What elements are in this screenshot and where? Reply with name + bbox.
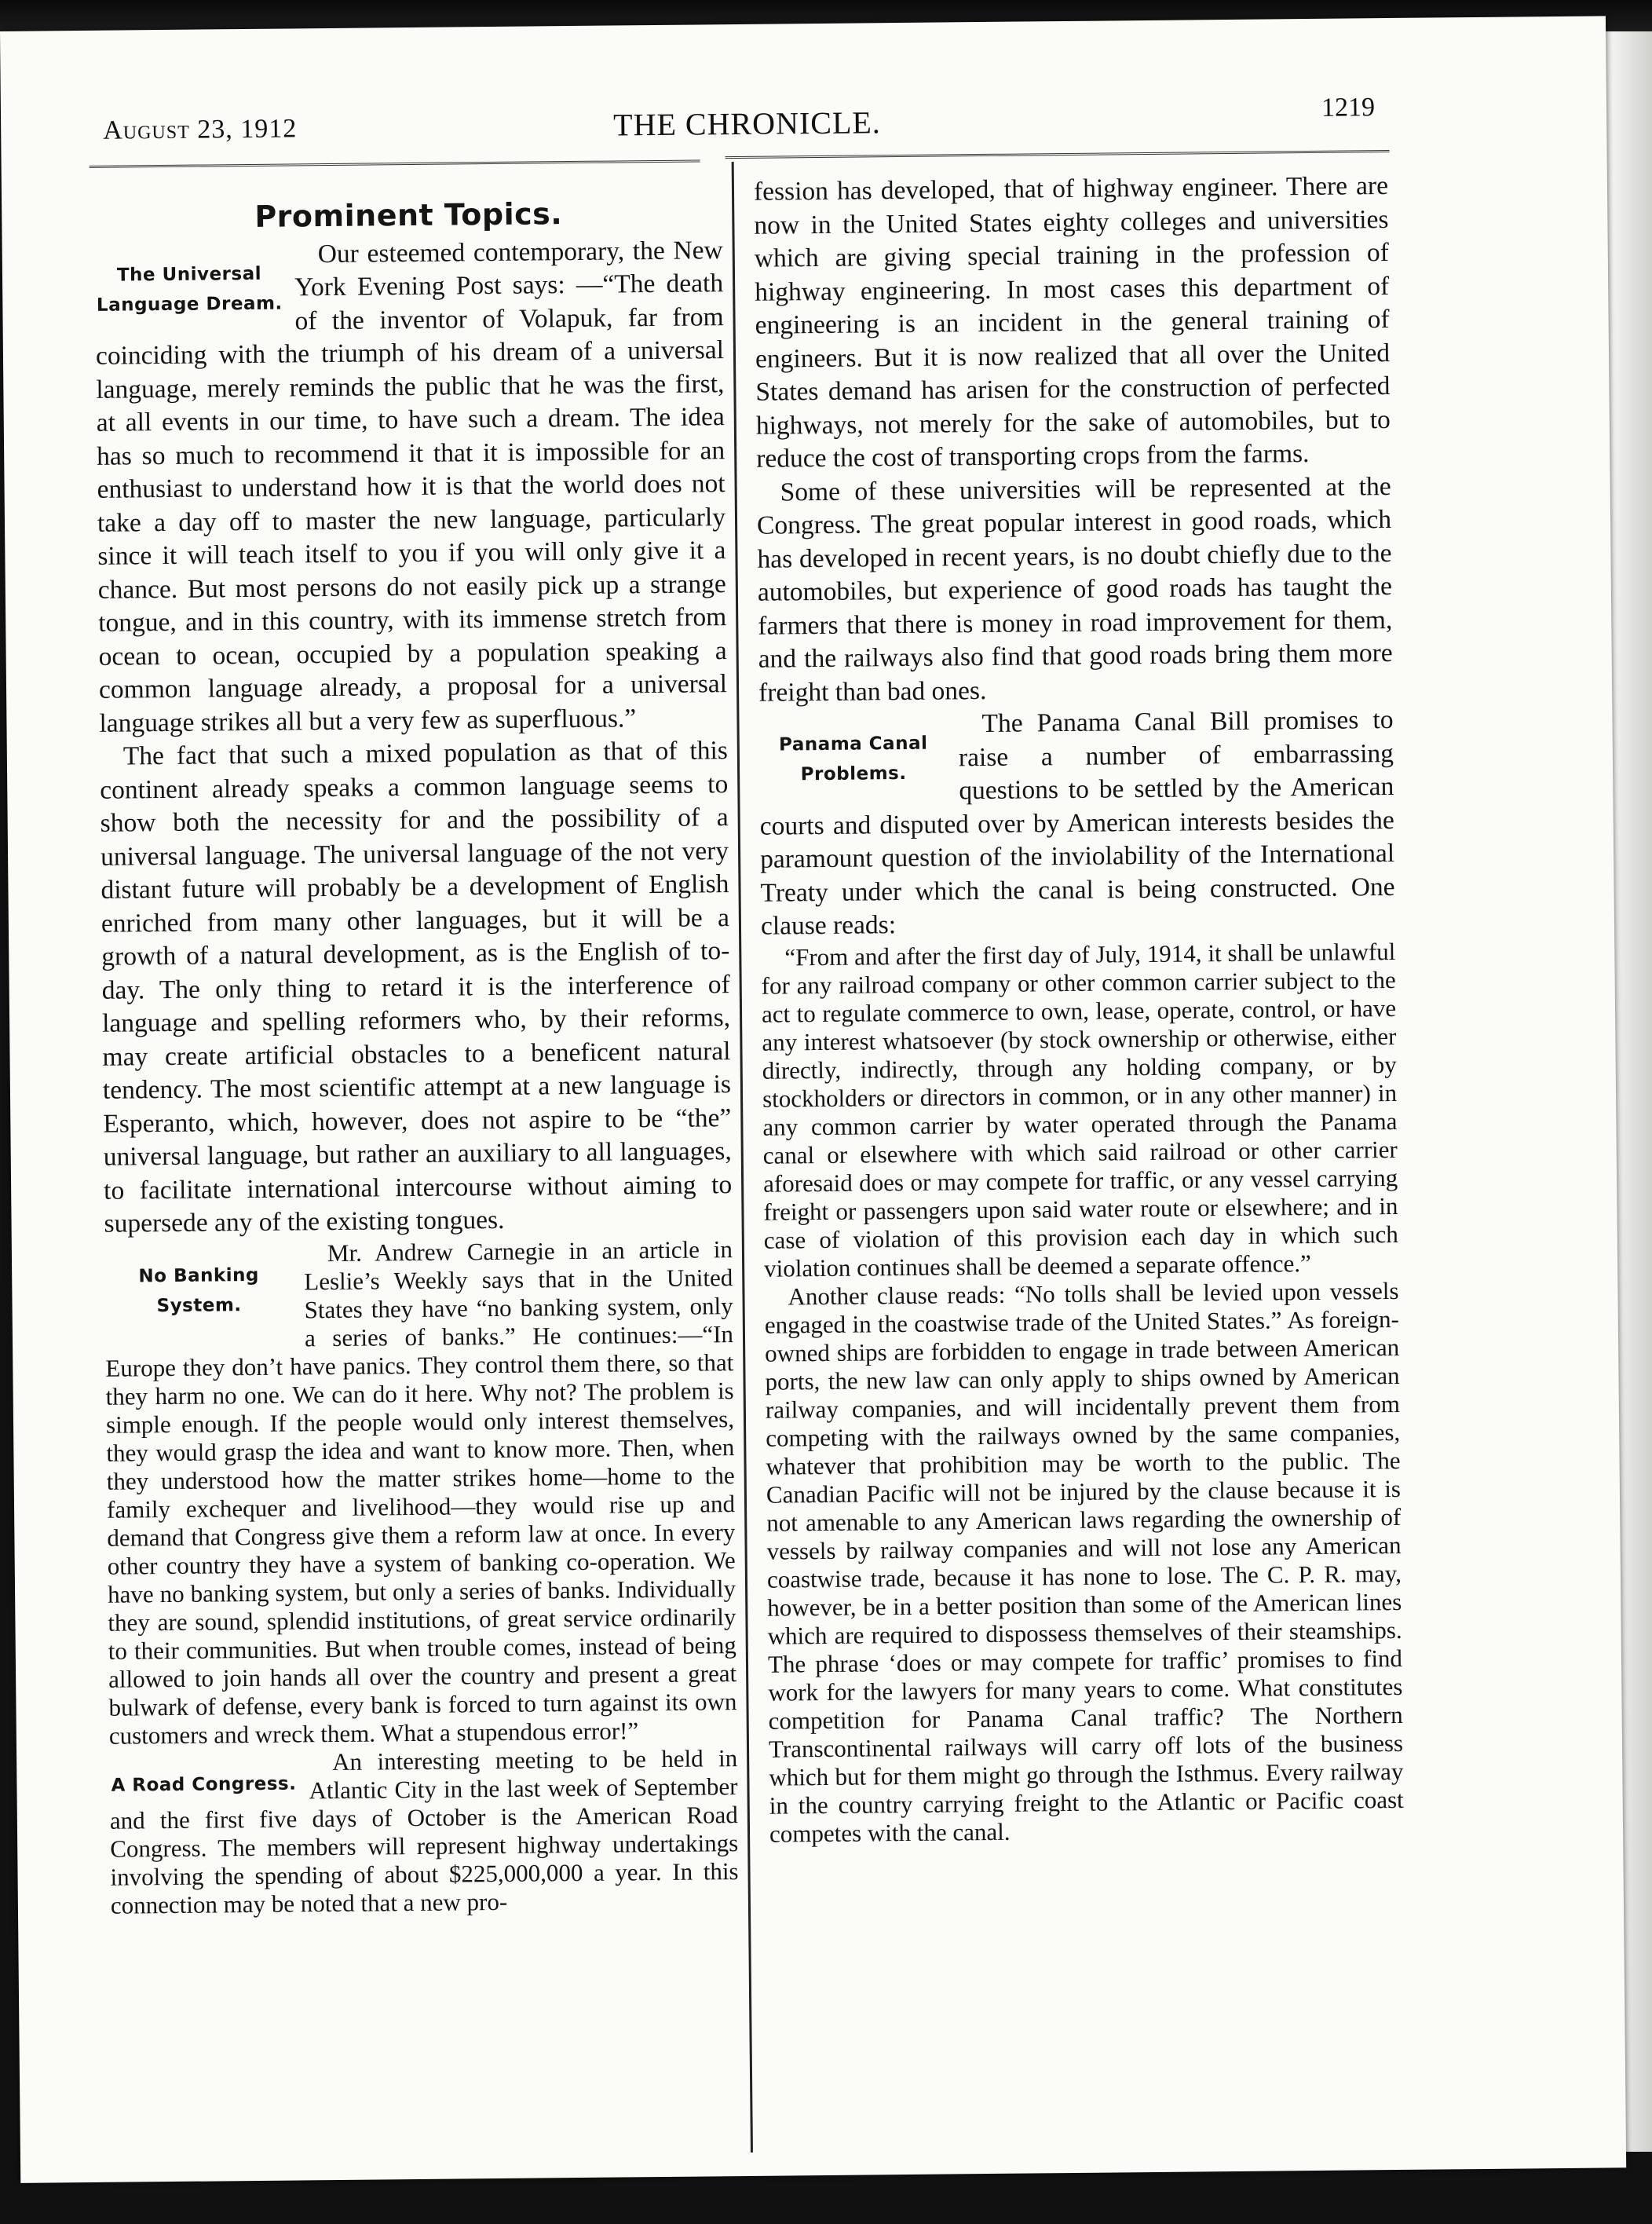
sidehead-line: Language Dream. [96, 293, 283, 316]
panama-continuation [761, 937, 1404, 1848]
sidehead-line: Panama Canal [778, 733, 928, 755]
article-paragraph: Our esteemed contemporary, the New York Evening Post says: —“The death of the inventor of Volapuk, far from coinciding with the triumph of his dream of a universal language, merely reminds the public that he was the first, at all events in our time, to have such a dream. The idea has so much to recommend it that it is impossible for an enthusiast to understand how it is that the world does not take a day off to master the new language, particularly since it will teach itself to you if you will only give it a chance. But most persons do not easily pick up a strange tongue, and in this country, with its immense stretch from ocean to ocean, occupied by a population speaking a common language already, a proposal for a universal language strikes all but a very few as superfluous.” [95, 235, 728, 738]
sidehead-panama [759, 728, 948, 789]
header-rule-right [725, 150, 1390, 159]
sidehead-no-banking [104, 1260, 294, 1321]
sidehead-line: A Road Congress. [111, 1772, 297, 1796]
quoted-clause: “From and after the first day of July, 1914, it shall be unlawful for any railroad company or other common carrier subject to the act to regulate commerce to own, lease, operate, control, or have any interest whatsoever (by stock ownership or otherwise, either directly, indirectly, through any holding company, or by stockholders or directors in common, or in any other manner) in any common carrier by water operated through the Panama canal or elsewhere with which said railroad or other carrier aforesaid does or may compete for traffic, or any vessel carrying freight or passengers upon said water route or elsewhere; and in case of violation of this provision each day in which such violation continues shall be deemed a separate offence.” [761, 937, 1398, 1282]
header-rule-left [90, 159, 700, 167]
article-paragraph: Some of these universities will be represented at the Congress. The great popular interest in good roads, which has developed in recent years, is no doubt chiefly due to the automobiles, but experience of good roads has taught the farmers that there is money in road improvement for them, and the railways also find that good roads bring them more freight than bad ones. [756, 471, 1393, 708]
sidehead-line: The Universal [116, 263, 262, 286]
journal-page [0, 16, 1626, 2183]
section-title: Prominent Topics. [254, 196, 563, 234]
page-number: 1219 [1321, 93, 1376, 123]
right-column [754, 170, 1404, 1848]
sidehead-line: System. [156, 1294, 242, 1316]
article-paragraph: fession has developed, that of highway engineer. There are now in the United States eighty colleges and universities which are giving special training in the profession of highway engineering. In most cases this department of engineering is an incident in the general training of engineers. But it is now realized that all over the United States demand has arisen for the construction of perfected highways, not merely for the sake of automobiles, but to reduce the cost of transporting crops from the farms. [753, 171, 1391, 474]
running-head [103, 93, 1376, 152]
article-paragraph: The fact that such a mixed population as that of this continent already speaks a common language seems to show both the necessity for and the possibility of a universal language. The universal language of the not very distant future will probably be a development of English enriched from many other languages, but it will be a growth of a natural development, as is the English of to-day. The only thing to retard it is the interference of language and spelling reformers who, by their reforms, may create artificial obstacles to a beneficent natural tendency. The most scientific attempt at a new language is Esperanto, which, however, does not aspire to be “the” universal language, but rather an auxiliary to all languages, to facilitate international intercourse without aiming to supersede any of the existing tongues. [100, 736, 733, 1238]
no-banking-block [104, 1235, 739, 1920]
article-paragraph: An interesting meeting to be held in Atlantic City in the last week of September and the first five days of October is the American Road Congress. The members will represent highway undertakings involving the spending of about $225,000,000 a year. In this connection may be noted that a new pro- [109, 1743, 739, 1919]
sidehead-road-congress [109, 1769, 298, 1800]
article-paragraph: Another clause reads: “No tolls shall be levied upon vessels engaged in the coastwise trade of the United States.” As foreign-owned ships are forbidden to engage in trade between American ports, the new law can only apply to ships owned by American railway companies, and will incidentally prevent them from competing with the railways owned by the same companies, whatever that prohibition may be worth to the public. The Canadian Pacific will not be injured by the clause because it is not amenable to any American laws regarding the ownership of vessels by railway companies and will not lose any American coastwise trade, because it has none to lose. The C. P. R. may, however, be in a better position than some of the American lines which are required to dispossess themselves of their steamships. The phrase ‘does or may compete for traffic’ promises to find work for the lawyers for many years to come. What constitutes competition for Panama Canal traffic? The Northern Transcontinental railways will carry off lots of the business which but for them might go through the Isthmus. Every railway in the country carrying freight to the Atlantic or Pacific coast competes with the canal. [764, 1276, 1404, 1848]
issue-date: August 23, 1912 [103, 114, 298, 145]
article-paragraph: Mr. Andrew Carnegie in an article in Leslie’s Weekly says that in the United States they have “no banking system, only a series of banks.” He continues:—“In Europe they don’t have panics. They control them there, so that they harm no one. We can do it here. Why not? The problem is simple enough. If the people would only interest themselves, they would grasp the idea and want to know more. Then, when they understood how the matter strikes home—home to the family exchequer and livelihood—they would rise up and demand that Congress give them a reform law at once. In every other country they have a system of banking co-operation. We have no banking system, but only a series of banks. Individually they are sound, splendid institutions, of great service ordinarily to their communities. But when trouble comes, instead of being allowed to join hands all over the country and present a great bulwark of defense, every bank is forced to turn against its own customers and wreck them. What a stupendous error!” [105, 1235, 737, 1750]
sidehead-universal-language [95, 258, 284, 320]
left-column [94, 181, 739, 1919]
sidehead-line: Problems. [800, 763, 907, 785]
sidehead-line: No Banking [138, 1264, 260, 1286]
journal-title: THE CHRONICLE. [612, 104, 882, 143]
article-paragraph: The Panama Canal Bill promises to raise a number of embarrassing questions to be settled by the American courts and disputed over by American interests besides the paramount question of the inviolability of the International Treaty under which the canal is being constructed. One clause reads: [759, 705, 1395, 941]
